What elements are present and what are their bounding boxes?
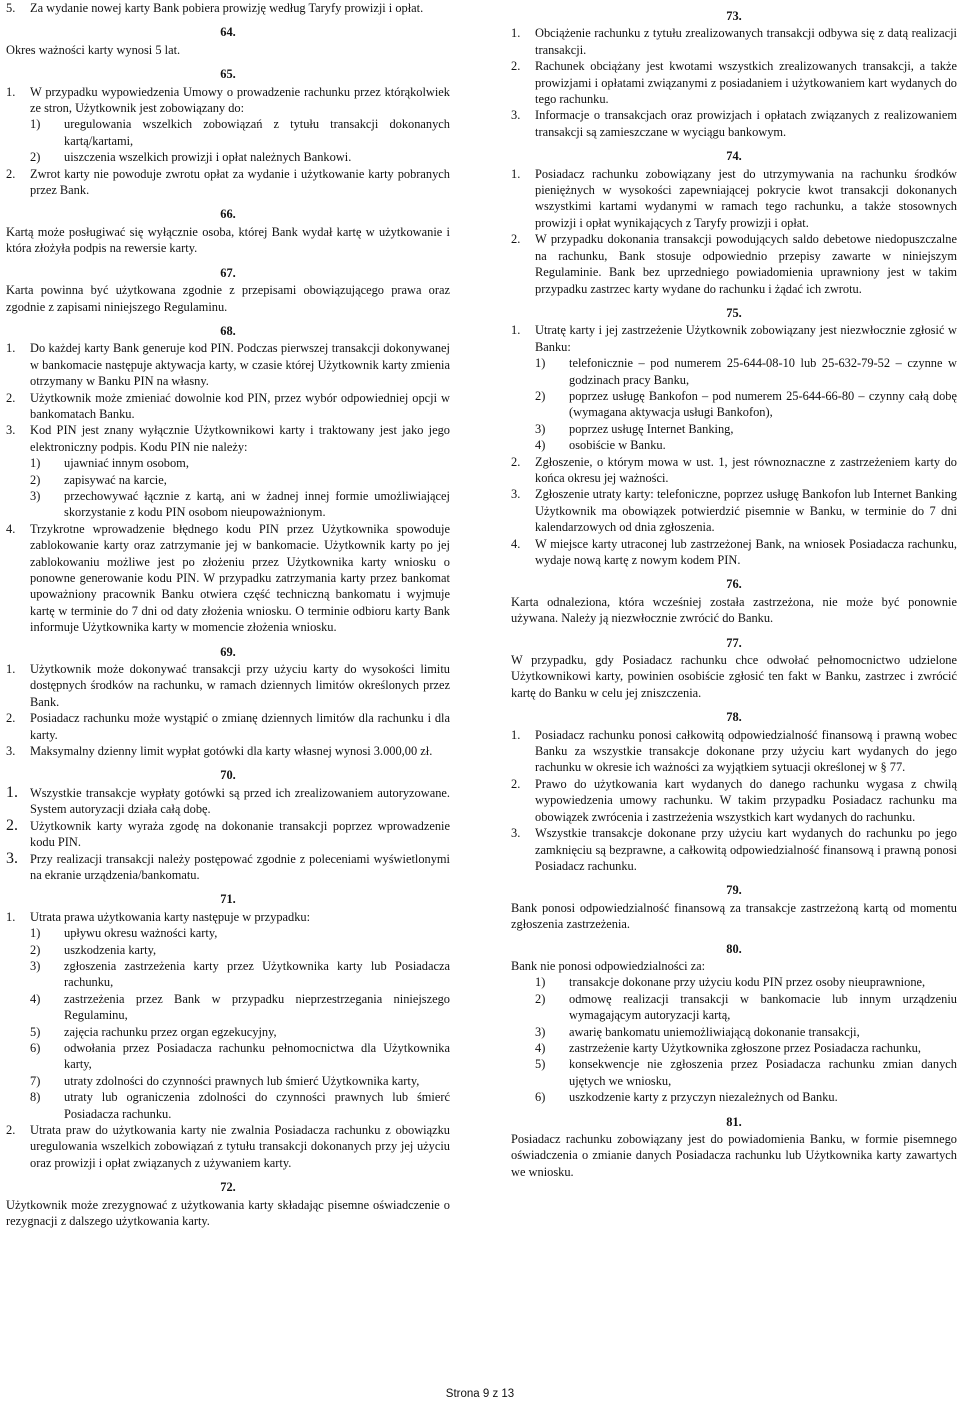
sub-list-item: [511, 437, 957, 453]
numbered-item: [6, 743, 450, 759]
item-text: Za wydanie nowej karty Bank pobiera prowizję według Taryfy prowizji i opłat.: [30, 1, 424, 15]
item-text: Użytkownik karty wyraża zgodę na dokonanie transakcji poprzez wprowadzenie kodu PIN.: [30, 818, 450, 850]
item-text: Informacje o transakcjach oraz prowizjach i opłatach związanych z realizowaniem transakcji są zamieszczane w wyciągu bankowym.: [535, 108, 957, 139]
item-number: 1.: [6, 909, 16, 924]
item-number: 3): [535, 1024, 546, 1039]
item-number: 1.: [511, 323, 521, 338]
item-text: uszkodzenie karty z przyczyn niezależnych od Banku.: [569, 1090, 838, 1105]
item-text: awarię bankomatu uniemożliwiającą dokonanie transakcji,: [569, 1024, 860, 1039]
section-heading: 78.: [726, 710, 742, 725]
paragraph: Okres ważności karty wynosi 5 lat.: [6, 42, 181, 57]
item-text: ujawniać innym osobom,: [64, 456, 189, 471]
numbered-item: [6, 818, 450, 851]
item-text: uregulowania wszelkich zobowiązań z tytułu transakcji dokonanych kartą/kartami,: [64, 117, 450, 148]
item-number: 4.: [6, 521, 16, 536]
section-heading: 68.: [220, 323, 236, 338]
item-text: Posiadacz rachunku zobowiązany jest do utrzymywania na rachunku środków pieniężnych w wysokości zapewniającej pokrycie kwot transakcji dokonanych wszystkimi kartami wydanymi w ramach tego rachunku, a także stosownych prowizji i opłat wynikających z Taryfy prowizji i opłat.: [535, 166, 957, 230]
numbered-item: [511, 776, 957, 825]
numbered-item: [511, 536, 957, 569]
item-number: 4): [535, 438, 546, 453]
item-text: Przy realizacji transakcji należy postępować zgodnie z poleceniami wyświetlonymi na ekranie urządzenia/bankomatu.: [30, 851, 450, 882]
item-text: osobiście w Banku.: [569, 438, 666, 453]
numbered-item: [6, 785, 450, 818]
item-text: poprzez usługę Internet Banking,: [569, 421, 734, 436]
sub-list-item: [6, 455, 450, 471]
sub-list-item: [6, 925, 450, 941]
numbered-item: [6, 390, 450, 423]
item-number: 3.: [6, 744, 16, 759]
item-number: 1.: [511, 26, 521, 41]
item-text: konsekwencje nie zgłoszenia przez Posiadacza rachunku zmian danych ujętych we wniosku,: [569, 1057, 957, 1088]
item-text: uiszczenia wszelkich prowizji i opłat należnych Bankowi.: [64, 150, 352, 165]
right-column: [511, 0, 957, 1180]
numbered-item: [511, 231, 957, 297]
sub-list-item: [511, 421, 957, 437]
numbered-item: [6, 909, 450, 925]
item-number: 3.: [6, 423, 16, 438]
item-text: transakcje dokonane przy użyciu kodu PIN przez osoby nieuprawnione,: [569, 975, 926, 990]
paragraph: Karta odnaleziona, która wcześniej została zastrzeżona, nie może być ponownie używana. Należy ją niezwłocznie zwrócić do Banku.: [511, 594, 957, 626]
paragraph: Posiadacz rachunku zobowiązany jest do powiadomienia Banku, w formie pisemnego oświadczenia o zmianie danych Posiadacza rachunku lub Użytkownika karty zawartych we wniosku.: [511, 1132, 957, 1179]
sub-list-item: [511, 974, 957, 990]
item-text: Posiadacz rachunku ponosi całkowitą odpowiedzialność finansową i prawną wobec Banku za wszystkie transakcje dokonane przy użyciu kart wydanych do jego rachunku w okresie ich ważności za wyjątkiem sytuacji określonej w § 77.: [535, 727, 957, 775]
sub-list-item: [6, 1024, 450, 1040]
item-number: 1.: [6, 662, 16, 677]
item-text: W przypadku wypowiedzenia Umowy o prowadzenie rachunku przez którąkolwiek ze stron, Użytkownik jest zobowiązany do:: [30, 84, 450, 116]
item-number: 1): [30, 117, 41, 132]
sub-list-item: [511, 355, 957, 388]
section-heading: 75.: [726, 305, 742, 320]
item-text: zgłoszenia zastrzeżenia karty przez Użytkownika karty lub Posiadacza rachunku,: [64, 958, 450, 990]
item-text: Użytkownik może zmieniać dowolnie kod PIN, przez wybór odpowiedniej opcji w bankomatach Banku.: [30, 390, 450, 421]
numbered-item: [6, 521, 450, 636]
paragraph: Bank nie ponosi odpowiedzialności za:: [511, 958, 706, 973]
section-heading: 71.: [220, 892, 236, 907]
item-text: odmowę realizacji transakcji w bankomacie lub innym urządzeniu wymagającym autoryzacji kartą,: [569, 991, 957, 1023]
item-number: 2.: [511, 59, 521, 74]
item-number: 1): [30, 926, 41, 941]
item-text: poprzez usługę Bankofon – pod numerem 25-644-66-80 – czynny całą dobę (wymagana aktywacja usługi Bankofon),: [569, 388, 957, 420]
numbered-item: [511, 825, 957, 874]
item-text: Zgłoszenie, o którym mowa w ust. 1, jest równoznaczne z zastrzeżeniem karty do końca okresu jej ważności.: [535, 454, 957, 485]
item-text: Prawo do użytkowania kart wydanych do danego rachunku wygasa z chwilą wypowiedzenia umowy rachunku. W takim przypadku Posiadacz rachunku ma obowiązek zwrócenia i zastrzeżenia wszystkich kart wydanych do rachunku.: [535, 776, 957, 824]
item-number: 3): [535, 421, 546, 436]
item-text: W miejsce karty utraconej lub zastrzeżonej Bank, na wniosek Posiadacza rachunku, wydaje nową kartę z nowym kodem PIN.: [535, 536, 957, 567]
item-number: 6): [535, 1090, 546, 1105]
item-number: 2): [30, 472, 41, 487]
item-number: 2.: [511, 232, 521, 247]
item-text: Utratę karty i jej zastrzeżenie Użytkownik zobowiązany jest niezwłocznie zgłosić w Banku:: [535, 323, 957, 354]
item-text: zapisywać na karcie,: [64, 472, 167, 487]
numbered-item: [6, 340, 450, 389]
item-number: 8): [30, 1090, 41, 1105]
sub-list-item: [511, 1024, 957, 1040]
section-heading: 64.: [220, 25, 236, 40]
item-number: 2.: [6, 390, 16, 405]
section-heading: 65.: [220, 67, 236, 82]
item-number: 2.: [6, 1123, 16, 1137]
item-number: 1): [30, 456, 41, 471]
item-text: przechowywać łącznie z kartą, ani w żadnej innej formie umożliwiającej skorzystanie z kodu PIN osobom nieupoważnionym.: [64, 488, 450, 520]
item-text: Utrata prawa użytkowania karty następuje w przypadku:: [30, 909, 311, 924]
paragraph: Użytkownik może zrezygnować z użytkowania karty składając pisemne oświadczenie o rezygnacji z dalszego użytkowania karty.: [6, 1197, 450, 1229]
numbered-item: [6, 710, 450, 743]
item-text: odwołania przez Posiadacza rachunku pełnomocnictwa dla Użytkownika karty,: [64, 1040, 450, 1072]
section-heading: 66.: [220, 207, 236, 222]
sub-list-item: [6, 472, 450, 488]
item-number: 2): [535, 388, 546, 403]
numbered-item: [6, 661, 450, 710]
item-number: 7): [30, 1073, 41, 1088]
item-number: 3.: [511, 826, 521, 841]
item-number: 5.: [6, 1, 16, 15]
numbered-item: [511, 166, 957, 232]
section-heading: 73.: [726, 9, 742, 23]
item-text: telefonicznie – pod numerem 25-644-08-10 lub 25-632-79-52 – czynne w godzinach pracy Banku,: [569, 356, 957, 387]
item-number: 2): [30, 150, 41, 165]
sub-list-item: [511, 1040, 957, 1056]
numbered-item: [511, 486, 957, 535]
item-number: 1): [535, 975, 546, 990]
section-heading: 74.: [726, 149, 742, 164]
numbered-item: [6, 0, 450, 16]
numbered-item: [511, 727, 957, 776]
section-heading: 70.: [220, 768, 236, 783]
paragraph: Karta powinna być użytkowana zgodnie z przepisami obowiązującego prawa oraz zgodnie z zapisami niniejszego Regulaminu.: [6, 283, 450, 314]
item-number: 1.: [6, 341, 16, 356]
item-number: 5): [30, 1024, 41, 1039]
sub-list-item: [511, 1056, 957, 1089]
item-number: 4): [30, 991, 41, 1006]
sub-list-item: [6, 1089, 450, 1122]
item-number: 2.: [6, 166, 16, 181]
item-number: 3.: [511, 108, 521, 123]
item-text: Kod PIN jest znany wyłącznie Użytkownikowi karty i traktowany jest jako jego elektroniczny podpis. Kodu PIN nie należy:: [30, 423, 450, 454]
left-column: [6, 0, 450, 1229]
page-number: Strona 9 z 13: [445, 1388, 515, 1400]
item-text: zastrzeżenie karty Użytkownika zgłoszone przez Posiadacza rachunku,: [569, 1040, 921, 1055]
sub-list-item: [511, 388, 957, 421]
item-text: Trzykrotne wprowadzenie błędnego kodu PIN przez Użytkownika spowoduje zablokowanie karty oraz zatrzymanie jej w bankomacie. Użytkownik karty po jej zablokowaniu możliwe jest po złożeniu przez Użytkownika karty wniosku o ponowne generowanie kodu PIN. W przypadku zatrzymania karty przez bankomat upoważniony pracownik Banku otwiera część techniczną bankomatu i wyjmuje kartę w terminie do 7 dni od daty złożenia wniosku. O terminie odbioru karty Bank informuje Użytkownika karty w momencie złożenia wniosku.: [30, 521, 450, 635]
section-heading: 69.: [220, 644, 236, 659]
item-number: 2.: [511, 776, 521, 791]
numbered-item: [511, 322, 957, 355]
section-heading: 67.: [220, 265, 236, 280]
numbered-item: [511, 107, 957, 140]
sub-list-item: [511, 1089, 957, 1105]
item-number: 5): [535, 1057, 546, 1072]
numbered-item: [6, 166, 450, 199]
item-number: 1): [535, 356, 546, 371]
sub-list-item: [511, 991, 957, 1024]
item-text: Maksymalny dzienny limit wypłat gotówki dla karty własnej wynosi 3.000,00 zł.: [30, 744, 433, 759]
section-heading: 80.: [726, 941, 742, 956]
item-text: Obciążenie rachunku z tytułu zrealizowanych transakcji odbywa się z datą realizacji transakcji.: [535, 26, 957, 57]
item-number: 3.: [6, 849, 18, 867]
item-number: 6): [30, 1040, 41, 1055]
section-heading: 76.: [726, 577, 742, 592]
item-text: W przypadku dokonania transakcji powodujących saldo debetowe niedopuszczalne na rachunku, Bank stosuje odpowiednio przepisy zawarte w niniejszym Regulaminie. Bank bez uprzedniego powiadomienia uprawniony jest w takim przypadku zastrzec karty wydane do rachunku i żądać ich zwrotu.: [535, 232, 957, 296]
section-heading: 79.: [726, 883, 742, 898]
sub-list-item: [6, 116, 450, 149]
item-text: Wszystkie transakcje dokonane przy użyciu kart wydanych do rachunku po jego zamknięciu są bezprawne, a całkowitą odpowiedzialność finansową i prawną ponosi Posiadacz rachunku.: [535, 826, 957, 873]
numbered-item: [511, 454, 957, 487]
paragraph: Kartą może posługiwać się wyłącznie osoba, której Bank wydał kartę w użytkowanie i która złożyła podpis na rewersie karty.: [6, 224, 450, 256]
paragraph: W przypadku, gdy Posiadacz rachunku chce odwołać pełnomocnictwo udzielone Użytkownikowi karty, powinien osobiście zgłosić ten fakt w Banku, zastrzec i zwrócić kartę do Banku w celu jej zniszczenia.: [511, 653, 957, 700]
item-text: Zwrot karty nie powoduje zwrotu opłat za wydanie i użytkowanie karty pobranych przez Bank.: [30, 166, 450, 198]
item-text: Utrata praw do użytkowania karty nie zwalnia Posiadacza rachunku z obowiązku uregulowania wszelkich zobowiązań z tytułu transakcji dokonanych przy jej użyciu oraz prowizji i opłat związanych z używaniem karty.: [30, 1123, 450, 1170]
item-number: 3): [30, 488, 41, 503]
paragraph: Bank ponosi odpowiedzialność finansową za transakcje zastrzeżoną kartą od momentu zgłoszenia zastrzeżenia.: [511, 900, 957, 932]
item-text: upływu okresu ważności karty,: [64, 926, 218, 941]
item-number: 1.: [511, 166, 521, 181]
item-number: 2.: [511, 454, 521, 469]
item-text: zajęcia rachunku przez organ egzekucyjny,: [64, 1024, 277, 1039]
item-number: 3): [30, 958, 41, 973]
section-heading: 77.: [726, 635, 742, 650]
item-text: Zgłoszenie utraty karty: telefoniczne, poprzez usługę Bankofon lub Internet Banking Użytkownik ma obowiązek potwierdzić pisemnie w Banku, w terminie do 7 dni kalendarzowych od dnia zgłoszenia.: [535, 487, 957, 535]
item-text: uszkodzenia karty,: [64, 942, 157, 957]
item-number: 2.: [6, 711, 16, 726]
sub-list-item: [6, 958, 450, 991]
sub-list-item: [6, 942, 450, 958]
item-number: 3.: [511, 487, 521, 502]
item-text: zastrzeżenia przez Bank w przypadku nieprzestrzegania niniejszego Regulaminu,: [64, 991, 450, 1023]
sub-list-item: [6, 149, 450, 165]
numbered-item: [6, 1122, 450, 1171]
item-number: 4.: [511, 536, 521, 551]
numbered-item: [6, 84, 450, 117]
item-text: Posiadacz rachunku może wystąpić o zmianę dziennych limitów dla rachunku i dla karty.: [30, 711, 450, 742]
item-number: 2): [30, 942, 41, 957]
section-heading: 81.: [726, 1114, 742, 1129]
numbered-item: [6, 851, 450, 884]
sub-list-item: [6, 1073, 450, 1089]
sub-list-item: [6, 1040, 450, 1073]
numbered-item: [511, 25, 957, 58]
sub-list-item: [6, 488, 450, 521]
item-text: Do każdej karty Bank generuje kod PIN. Podczas pierwszej transakcji dokonywanej w bankomacie następuje aktywacja karty, w czasie której Użytkownik karty zmienia otrzymany w Banku PIN na własny.: [30, 341, 450, 389]
sub-list-item: [6, 991, 450, 1024]
item-number: 1.: [6, 783, 18, 801]
section-heading: 72.: [220, 1180, 236, 1195]
item-text: Użytkownik może dokonywać transakcji przy użyciu karty do wysokości limitu dostępnych środków na rachunku, w ramach dziennych limitów określonych przez Bank.: [30, 662, 450, 709]
item-number: 2.: [6, 816, 18, 834]
item-text: utraty lub ograniczenia zdolności do czynności prawnych lub śmierć Posiadacza rachunku.: [64, 1090, 450, 1121]
item-number: 4): [535, 1040, 546, 1055]
numbered-item: [6, 422, 450, 455]
item-number: 2): [535, 991, 546, 1006]
item-text: Wszystkie transakcje wypłaty gotówki są przed ich zrealizowaniem autoryzowane. System autoryzacji działa całą dobę.: [30, 785, 450, 817]
item-number: 1.: [511, 727, 521, 742]
item-text: utraty zdolności do czynności prawnych lub śmierć Użytkownika karty,: [64, 1073, 420, 1088]
item-text: Rachunek obciążany jest kwotami wszystkich zrealizowanych transakcji, a także prowizjami i opłatami związanymi z posiadaniem i użytkowaniem kart wydanych do tego rachunku.: [535, 59, 957, 107]
item-number: 1.: [6, 84, 16, 99]
numbered-item: [511, 58, 957, 107]
